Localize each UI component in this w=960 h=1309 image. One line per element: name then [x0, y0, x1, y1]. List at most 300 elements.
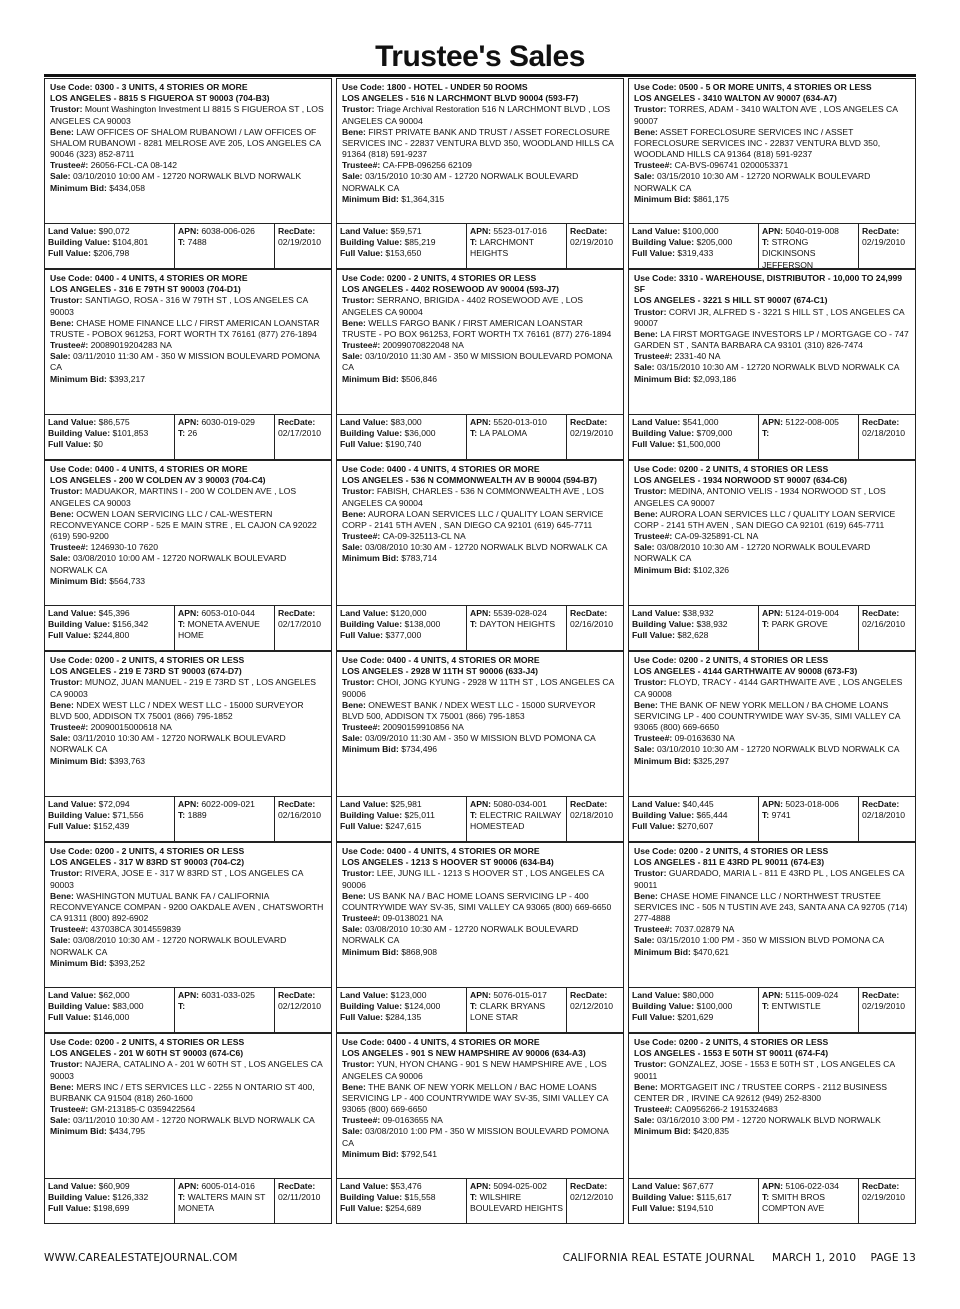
- bene-label: Bene:: [634, 508, 658, 519]
- building-value-line: [632, 428, 755, 439]
- apn-label: APN:: [762, 608, 784, 618]
- min-bid-label: Minimum Bid:: [50, 575, 107, 586]
- min-bid-label: Minimum Bid:: [342, 193, 399, 204]
- recdate-cell: [275, 224, 331, 268]
- land-value-label: Land Value:: [48, 990, 97, 1000]
- land-value-label: Land Value:: [48, 226, 97, 236]
- recdate-label: RecDate:: [862, 1181, 900, 1191]
- trustee-value: 20090159910856 NA: [382, 722, 464, 733]
- recdate-value: 02/11/2010: [278, 1192, 321, 1203]
- min-bid-line: [634, 1126, 911, 1137]
- bene-value: CHASE HOME FINANCE LLC / NORTHWEST TRUSTEE SERVICES INC - 505 N TUSTIN AVE 243, SANTA ANA CA 92705 (714) 277-4888: [634, 890, 908, 924]
- sale-line: [342, 1126, 619, 1148]
- sale-line: [50, 351, 327, 373]
- min-bid-line: [342, 744, 619, 755]
- sale-value: 03/08/2010 10:30 AM - 12720 NORWALK BOULEVARD NORWALK CA: [50, 935, 287, 957]
- listing-card: [628, 269, 916, 460]
- apn-cell: [467, 1179, 567, 1223]
- trustee-label: Trustee#:: [342, 531, 381, 542]
- trustor-label: Trustor:: [634, 677, 667, 688]
- use-code: Use Code: 0400 - 4 UNITS, 4 STORIES OR MORE: [342, 464, 540, 474]
- trustee-line: [50, 722, 327, 733]
- min-bid-label: Minimum Bid:: [634, 946, 691, 957]
- apn-line: [470, 799, 563, 810]
- recdate-cell: [567, 988, 623, 1032]
- sale-label: Sale:: [342, 924, 363, 935]
- bene-value: ASSET FORECLOSURE SERVICES INC / ASSET FORECLOSURE SERVICES INC - 22837 VENTURA BLVD 350, WOODLAND HILLS CA 91364 (818) 591-9237: [634, 126, 881, 160]
- apn-cell: [467, 797, 567, 841]
- apn-label: APN:: [470, 417, 492, 427]
- listing-info: [337, 270, 623, 414]
- sale-label: Sale:: [634, 935, 655, 946]
- listing-info: [45, 843, 331, 987]
- trustor-value: MADUAKOR, MARTINS I - 200 W COLDEN AVE , LOS ANGELES CA 90003: [50, 486, 297, 508]
- trustor-line: [634, 486, 911, 508]
- building-value: $104,801: [112, 237, 149, 248]
- apn-value: 6022-009-021: [201, 799, 255, 809]
- apn-cell: [467, 415, 567, 459]
- use-code: Use Code: 1800 - HOTEL - UNDER 50 ROOMS: [342, 82, 528, 92]
- recdate-cell: [567, 1179, 623, 1223]
- building-value: $71,556: [112, 810, 144, 821]
- bene-value: OCWEN LOAN SERVICING LLC / CAL-WESTERN RECONVEYANCE CORP - 525 E MAIN STRE , EL CAJON CA 92022 (619) 590-9200: [50, 508, 317, 542]
- min-bid-value: $393,763: [109, 755, 146, 766]
- land-value: $53,476: [390, 1181, 422, 1191]
- land-value-line: [632, 990, 755, 1001]
- sale-value: 03/09/2010 11:30 AM - 350 W MISSION BLVD POMONA CA: [364, 733, 596, 744]
- full-value-line: [48, 1203, 171, 1214]
- apn-line: [762, 608, 855, 619]
- recdate-value: 02/17/2010: [278, 619, 322, 630]
- land-value-label: Land Value:: [632, 608, 681, 618]
- tract-value: WALTERS MAIN ST MONETA: [178, 1192, 266, 1214]
- listing-card: [44, 460, 332, 651]
- building-value-label: Building Value:: [340, 810, 403, 821]
- valuation-row: [45, 987, 331, 1032]
- listing-card: [44, 651, 332, 842]
- full-value-label: Full Value:: [340, 439, 383, 450]
- full-value: $152,439: [93, 821, 130, 832]
- land-value-label: Land Value:: [340, 226, 389, 236]
- use-code: Use Code: 0200 - 2 UNITS, 4 STORIES OR LESS: [50, 1037, 245, 1047]
- building-value: $124,000: [404, 1001, 441, 1012]
- property-address: LOS ANGELES - 4402 ROSEWOOD AV 90004 (593-J7): [342, 284, 559, 295]
- land-value: $67,677: [682, 1181, 714, 1191]
- bene-value: MERS INC / ETS SERVICES LLC - 2255 N ONTARIO ST 400, BURBANK CA 91504 (818) 260-1600: [50, 1081, 315, 1103]
- building-value-label: Building Value:: [340, 1192, 403, 1203]
- valuation-cell: [629, 1179, 759, 1223]
- min-bid-line: [50, 183, 327, 194]
- valuation-row: [629, 223, 915, 268]
- tract-line: [178, 1001, 271, 1012]
- bene-line: [342, 127, 619, 161]
- trustor-label: Trustor:: [634, 306, 667, 317]
- building-value-label: Building Value:: [340, 237, 403, 248]
- tract-line: [178, 428, 271, 439]
- valuation-row: [337, 796, 623, 841]
- land-value-line: [48, 417, 171, 428]
- trustor-label: Trustor:: [634, 486, 667, 497]
- trustor-value: YUN, HYON CHANG - 901 S NEW HAMPSHIRE AVE , LOS ANGELES CA 90006: [342, 1059, 607, 1081]
- land-value-line: [632, 608, 755, 619]
- sale-value: 03/15/2010 1:00 PM - 350 W MISSION BLVD POMONA CA: [656, 935, 885, 946]
- trustor-label: Trustor:: [50, 104, 83, 115]
- bene-label: Bene:: [342, 890, 366, 901]
- use-code: Use Code: 0500 - 5 OR MORE UNITS, 4 STORIES OR LESS: [634, 82, 872, 92]
- trustor-label: Trustor:: [634, 104, 667, 115]
- full-value-line: [632, 1012, 755, 1023]
- building-value: $38,932: [696, 619, 728, 630]
- sale-label: Sale:: [342, 351, 363, 362]
- trustor-label: Trustor:: [50, 295, 83, 306]
- sale-value: 03/10/2010 11:30 AM - 350 W MISSION BOULEVARD POMONA CA: [342, 351, 613, 373]
- min-bid-line: [634, 194, 911, 205]
- bene-label: Bene:: [634, 328, 658, 339]
- land-value-label: Land Value:: [48, 1181, 97, 1191]
- land-value-label: Land Value:: [632, 990, 681, 1000]
- sale-label: Sale:: [634, 1115, 655, 1126]
- trustee-value: 20089019204283 NA: [90, 340, 172, 351]
- recdate-cell: [859, 224, 915, 268]
- trustor-line: [50, 868, 327, 890]
- apn-label: APN:: [178, 1181, 200, 1191]
- bene-line: [342, 700, 619, 722]
- sale-line: [634, 935, 911, 946]
- property-address: LOS ANGELES - 516 N LARCHMONT BLVD 90004 (593-F7): [342, 93, 579, 104]
- bene-line: [50, 127, 327, 161]
- recdate-value: 02/12/2010: [570, 1001, 614, 1012]
- apn-label: APN:: [762, 226, 784, 236]
- bene-line: [634, 509, 911, 531]
- recdate-label: RecDate:: [278, 608, 316, 618]
- apn-value: 5520-013-010: [493, 417, 547, 427]
- building-value-label: Building Value:: [632, 1192, 695, 1203]
- trustor-value: SERRANO, BRIGIDA - 4402 ROSEWOOD AVE , LOS ANGELES CA 90004: [342, 295, 584, 317]
- valuation-cell: [337, 224, 467, 268]
- trustor-line: [50, 295, 327, 317]
- tract-label: T:: [470, 237, 478, 248]
- full-value-line: [632, 630, 755, 641]
- sale-value: 03/15/2010 10:30 AM - 12720 NORWALK BOULEVARD NORWALK CA: [342, 171, 579, 193]
- trustor-line: [50, 486, 327, 508]
- sale-line: [50, 935, 327, 957]
- listing-info: [45, 79, 331, 223]
- valuation-cell: [45, 415, 175, 459]
- recdate-value: 02/18/2010: [862, 428, 906, 439]
- building-value-line: [632, 1001, 755, 1012]
- recdate-label: RecDate:: [278, 799, 316, 809]
- bene-line: [634, 329, 911, 351]
- min-bid-label: Minimum Bid:: [634, 193, 691, 204]
- valuation-cell: [45, 1179, 175, 1223]
- full-value-label: Full Value:: [632, 630, 675, 641]
- land-value-line: [48, 799, 171, 810]
- building-value-line: [48, 237, 171, 248]
- trustor-line: [342, 677, 619, 699]
- land-value: $90,072: [98, 226, 130, 236]
- full-value: $254,689: [385, 1203, 422, 1214]
- trustee-label: Trustee#:: [634, 160, 673, 171]
- sale-line: [342, 542, 619, 553]
- full-value: $146,000: [93, 1012, 130, 1023]
- trustor-line: [342, 486, 619, 508]
- building-value-line: [632, 810, 755, 821]
- recdate-cell: [275, 606, 331, 650]
- use-code: Use Code: 0300 - 3 UNITS, 4 STORIES OR MORE: [50, 82, 248, 92]
- apn-cell: [759, 988, 859, 1032]
- tract-line: [178, 237, 271, 248]
- trustee-line: [634, 733, 911, 744]
- valuation-row: [629, 796, 915, 841]
- full-value-label: Full Value:: [632, 248, 675, 259]
- building-value-label: Building Value:: [340, 1001, 403, 1012]
- valuation-cell: [45, 606, 175, 650]
- land-value: $45,396: [98, 608, 130, 618]
- building-value-line: [48, 1001, 171, 1012]
- full-value-line: [632, 821, 755, 832]
- full-value-label: Full Value:: [48, 821, 91, 832]
- apn-cell: [759, 606, 859, 650]
- trustee-value: CA0956266-2 1915324683: [674, 1104, 778, 1115]
- building-value: $65,444: [696, 810, 728, 821]
- trustee-label: Trustee#:: [50, 542, 89, 553]
- sale-line: [342, 171, 619, 193]
- trustor-value: FLOYD, TRACY - 4144 GARTHWAITE AVE , LOS ANGELES CA 90008: [634, 677, 903, 699]
- apn-value: 5122-008-005: [785, 417, 839, 427]
- tract-line: [762, 237, 855, 268]
- sale-value: 03/15/2010 10:30 AM - 12720 NORWALK BOULEVARD NORWALK CA: [634, 171, 871, 193]
- full-value-label: Full Value:: [48, 1012, 91, 1023]
- valuation-cell: [337, 797, 467, 841]
- apn-value: 5539-028-024: [493, 608, 547, 618]
- listing-info: [629, 79, 915, 223]
- apn-value: 5094-025-002: [493, 1181, 547, 1191]
- tract-label: T:: [470, 810, 478, 821]
- apn-cell: [175, 606, 275, 650]
- footer-website[interactable]: WWW.CAREALESTATEJOURNAL.COM: [44, 1252, 238, 1264]
- trustee-value: 2331-40 NA: [674, 351, 721, 362]
- apn-line: [762, 799, 855, 810]
- apn-cell: [467, 988, 567, 1032]
- tract-value: 1889: [187, 810, 207, 821]
- apn-line: [178, 1181, 271, 1192]
- building-value-label: Building Value:: [632, 237, 695, 248]
- recdate-value: 02/16/2010: [570, 619, 614, 630]
- full-value-label: Full Value:: [632, 1012, 675, 1023]
- trustor-value: LEE, JUNG ILL - 1213 S HOOVER ST , LOS ANGELES CA 90006: [342, 868, 604, 890]
- valuation-cell: [629, 797, 759, 841]
- use-code: Use Code: 0400 - 4 UNITS, 4 STORIES OR MORE: [342, 655, 540, 665]
- listing-card: [628, 1033, 916, 1224]
- bene-label: Bene:: [634, 699, 658, 710]
- valuation-row: [45, 1178, 331, 1223]
- min-bid-label: Minimum Bid:: [342, 946, 399, 957]
- sale-line: [634, 542, 911, 564]
- sale-line: [50, 733, 327, 755]
- apn-label: APN:: [470, 799, 492, 809]
- trustor-label: Trustor:: [342, 677, 375, 688]
- bene-line: [634, 1082, 911, 1104]
- apn-label: APN:: [470, 608, 492, 618]
- trustee-line: [342, 340, 619, 351]
- tract-label: T:: [762, 428, 770, 439]
- sale-label: Sale:: [50, 733, 71, 744]
- trustee-value: 26056-FCL-CA 08-142: [90, 160, 178, 171]
- property-address: LOS ANGELES - 316 E 79TH ST 90003 (704-D1): [50, 284, 241, 295]
- trustee-line: [50, 1104, 327, 1115]
- apn-line: [762, 226, 855, 237]
- recdate-value: 02/19/2010: [862, 1001, 906, 1012]
- trustor-line: [634, 1059, 911, 1081]
- bene-line: [50, 1082, 327, 1104]
- bene-label: Bene:: [342, 1081, 366, 1092]
- use-code: Use Code: 0200 - 2 UNITS, 4 STORIES OR LESS: [634, 464, 829, 474]
- tract-line: [470, 619, 563, 630]
- min-bid-value: $783,714: [401, 553, 438, 564]
- tract-value: CLARK BRYANS LONE STAR: [470, 1001, 546, 1023]
- bene-value: THE BANK OF NEW YORK MELLON / BAC HOME LOANS SERVICING LP - 400 COUNTRYWIDE WAY SV-35, SIMI VALLEY CA 93065 (800) 669-6650: [342, 1081, 609, 1115]
- listing-info: [629, 461, 915, 605]
- tract-line: [178, 619, 271, 641]
- sale-line: [634, 1115, 911, 1126]
- building-value-label: Building Value:: [632, 810, 695, 821]
- property-address: LOS ANGELES - 8815 S FIGUEROA ST 90003 (704-B3): [50, 93, 270, 104]
- sale-value: 03/11/2010 10:30 AM - 12720 NORWALK BLVD NORWALK CA: [72, 1115, 315, 1126]
- sale-label: Sale:: [634, 362, 655, 373]
- recdate-cell: [567, 224, 623, 268]
- sale-label: Sale:: [634, 171, 655, 182]
- bene-label: Bene:: [634, 1081, 658, 1092]
- trustee-label: Trustee#:: [342, 722, 381, 733]
- valuation-row: [45, 414, 331, 459]
- bene-value: AURORA LOAN SERVICES LLC / QUALITY LOAN SERVICE CORP - 2141 5TH AVEN , SAN DIEGO CA 92101 (619) 645-7711: [342, 508, 604, 530]
- apn-label: APN:: [178, 417, 200, 427]
- apn-line: [470, 417, 563, 428]
- tract-label: T:: [178, 1001, 186, 1012]
- trustor-line: [50, 104, 327, 126]
- property-address: LOS ANGELES - 811 E 43RD PL 90011 (674-E3): [634, 857, 825, 868]
- building-value: $115,617: [696, 1192, 732, 1203]
- land-value: $72,094: [98, 799, 130, 809]
- sale-value: 03/11/2010 11:30 AM - 350 W MISSION BOULEVARD POMONA CA: [50, 351, 320, 373]
- valuation-row: [629, 605, 915, 650]
- recdate-value: 02/19/2010: [862, 237, 906, 248]
- land-value-line: [340, 608, 463, 619]
- recdate-label: RecDate:: [862, 608, 900, 618]
- land-value-label: Land Value:: [632, 417, 681, 427]
- sale-value: 03/16/2010 3:00 PM - 12720 NORWALK BLVD NORWALK: [656, 1115, 881, 1126]
- tract-label: T:: [178, 1192, 186, 1203]
- recdate-value: 02/16/2010: [278, 810, 322, 821]
- land-value-label: Land Value:: [340, 1181, 389, 1191]
- trustor-line: [342, 1059, 619, 1081]
- building-value: $205,000: [696, 237, 733, 248]
- tract-label: T:: [178, 237, 186, 248]
- bene-value: MORTGAGEIT INC / TRUSTEE CORPS - 2112 BUSINESS CENTER DR , IRVINE CA 92612 (949) 252-8300: [634, 1081, 887, 1103]
- full-value-line: [340, 1012, 463, 1023]
- bene-label: Bene:: [634, 126, 658, 137]
- building-value: $101,853: [112, 428, 149, 439]
- sale-label: Sale:: [50, 935, 71, 946]
- min-bid-value: $434,058: [109, 182, 146, 193]
- bene-label: Bene:: [342, 508, 366, 519]
- listing-info: [45, 270, 331, 414]
- recdate-cell: [567, 415, 623, 459]
- bene-line: [50, 700, 327, 722]
- sale-value: 03/08/2010 10:30 AM - 12720 NORWALK BOULEVARD NORWALK CA: [634, 542, 871, 564]
- use-code: Use Code: 0400 - 4 UNITS, 4 STORIES OR MORE: [50, 273, 248, 283]
- trustor-label: Trustor:: [342, 868, 375, 879]
- building-value-label: Building Value:: [340, 428, 403, 439]
- building-value-line: [340, 237, 463, 248]
- apn-label: APN:: [762, 1181, 784, 1191]
- full-value-label: Full Value:: [48, 248, 91, 259]
- listing-card: [628, 460, 916, 651]
- building-value-line: [632, 619, 755, 630]
- trustor-line: [342, 868, 619, 890]
- full-value-line: [340, 1203, 463, 1214]
- sale-line: [342, 733, 619, 744]
- full-value: $377,000: [385, 630, 422, 641]
- trustee-label: Trustee#:: [634, 924, 673, 935]
- full-value-label: Full Value:: [48, 1203, 91, 1214]
- property-address: LOS ANGELES - 4144 GARTHWAITE AV 90008 (673-F3): [634, 666, 858, 677]
- bene-value: NDEX WEST LLC / NDEX WEST LLC - 15000 SURVEYOR BLVD 500, ADDISON TX 75001 (866) 795-1852: [50, 699, 304, 721]
- trustee-value: CA-09-325891-CL NA: [674, 531, 759, 542]
- recdate-label: RecDate:: [862, 226, 900, 236]
- apn-label: APN:: [178, 226, 200, 236]
- full-value-line: [632, 439, 755, 450]
- sale-line: [50, 171, 327, 182]
- min-bid-label: Minimum Bid:: [634, 1126, 691, 1137]
- use-code: Use Code: 3310 - WAREHOUSE, DISTRIBUTOR - 10,000 TO 24,999 SF: [634, 273, 903, 295]
- trustee-value: 09-0163630 NA: [674, 733, 735, 744]
- building-value: $15,558: [404, 1192, 436, 1203]
- building-value-label: Building Value:: [340, 619, 403, 630]
- tract-value: DAYTON HEIGHTS: [479, 619, 556, 630]
- tract-value: STRONG DICKINSONS JEFFERSON: [762, 237, 816, 268]
- listing-card: [44, 842, 332, 1033]
- trustee-label: Trustee#:: [50, 924, 89, 935]
- full-value-label: Full Value:: [632, 821, 675, 832]
- recdate-cell: [859, 415, 915, 459]
- building-value-label: Building Value:: [48, 1192, 111, 1203]
- min-bid-line: [50, 576, 327, 587]
- land-value: $120,000: [390, 608, 427, 618]
- sale-label: Sale:: [50, 351, 71, 362]
- min-bid-value: $420,835: [693, 1126, 730, 1137]
- valuation-row: [337, 605, 623, 650]
- full-value: $270,607: [677, 821, 714, 832]
- property-address: LOS ANGELES - 3221 S HILL ST 90007 (674-C1): [634, 295, 828, 306]
- full-value-line: [48, 1012, 171, 1023]
- recdate-value: 02/18/2010: [862, 810, 906, 821]
- recdate-cell: [275, 797, 331, 841]
- land-value: $80,000: [682, 990, 714, 1000]
- building-value: $126,332: [112, 1192, 149, 1203]
- building-value: $85,219: [404, 237, 436, 248]
- tract-label: T:: [762, 619, 770, 630]
- full-value-line: [48, 439, 171, 450]
- land-value: $60,909: [98, 1181, 130, 1191]
- tract-line: [762, 1192, 855, 1214]
- recdate-label: RecDate:: [278, 417, 316, 427]
- min-bid-value: $861,175: [693, 193, 730, 204]
- tract-label: T:: [470, 1001, 478, 1012]
- recdate-label: RecDate:: [570, 608, 608, 618]
- tract-line: [470, 237, 563, 259]
- bene-label: Bene:: [342, 317, 366, 328]
